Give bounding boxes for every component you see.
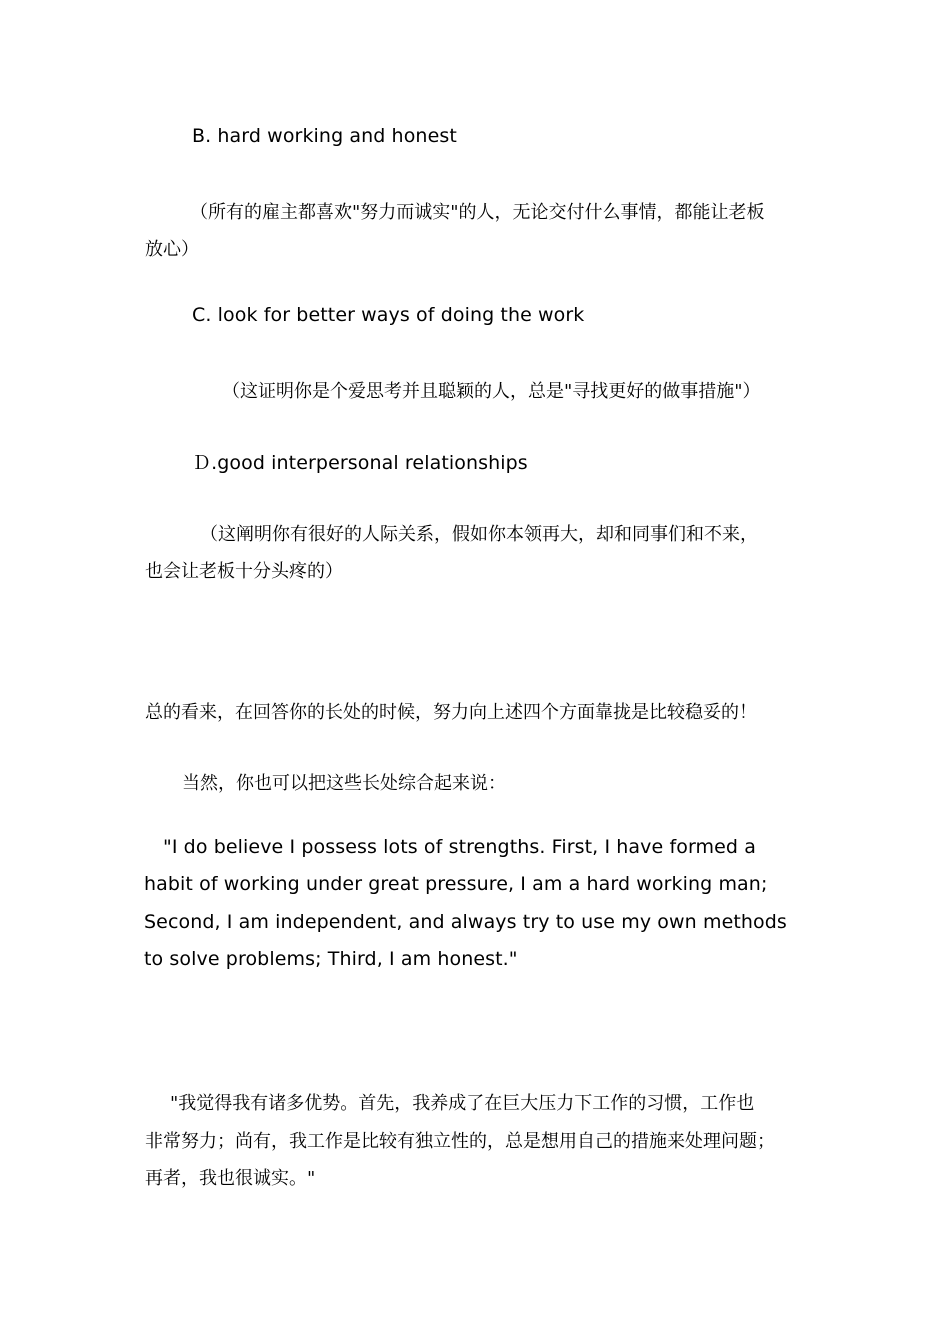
english-answer-line-4: to solve problems; Third, I am honest." [144,948,518,970]
option-b-note-line-1: （所有的雇主都喜欢"努力而诚实"的人，无论交付什么事情，都能让老板 [190,202,765,223]
option-d-note-line-2: 也会让老板十分头疼的） [145,561,343,582]
option-d-label: Ｄ.good interpersonal relationships [192,452,528,474]
english-answer-line-1: "I do believe I possess lots of strengths. First, I have formed a [163,836,756,858]
option-b-label: B. hard working and honest [192,125,457,147]
option-d-note-line-1: （这阐明你有很好的人际关系，假如你本领再大，却和同事们和不来， [200,524,758,545]
intro-paragraph: 当然，你也可以把这些长处综合起来说： [182,773,506,794]
option-c-note: （这证明你是个爱思考并且聪颖的人，总是"寻找更好的做事措施"） [222,381,761,402]
chinese-answer-line-3: 再者，我也很诚实。" [145,1168,316,1189]
chinese-answer-line-1: "我觉得我有诸多优势。首先，我养成了在巨大压力下工作的习惯，工作也 [170,1093,755,1114]
chinese-answer-line-2: 非常努力；尚有，我工作是比较有独立性的，总是想用自己的措施来处理问题； [145,1131,775,1152]
option-b-note-line-2: 放心） [145,239,199,260]
english-answer-line-3: Second, I am independent, and always try to use my own methods [144,911,787,933]
summary-paragraph: 总的看来，在回答你的长处的时候，努力向上述四个方面靠拢是比较稳妥的！ [145,702,757,723]
option-c-label: C. look for better ways of doing the work [192,304,585,326]
english-answer-line-2: habit of working under great pressure, I am a hard working man; [144,873,768,895]
